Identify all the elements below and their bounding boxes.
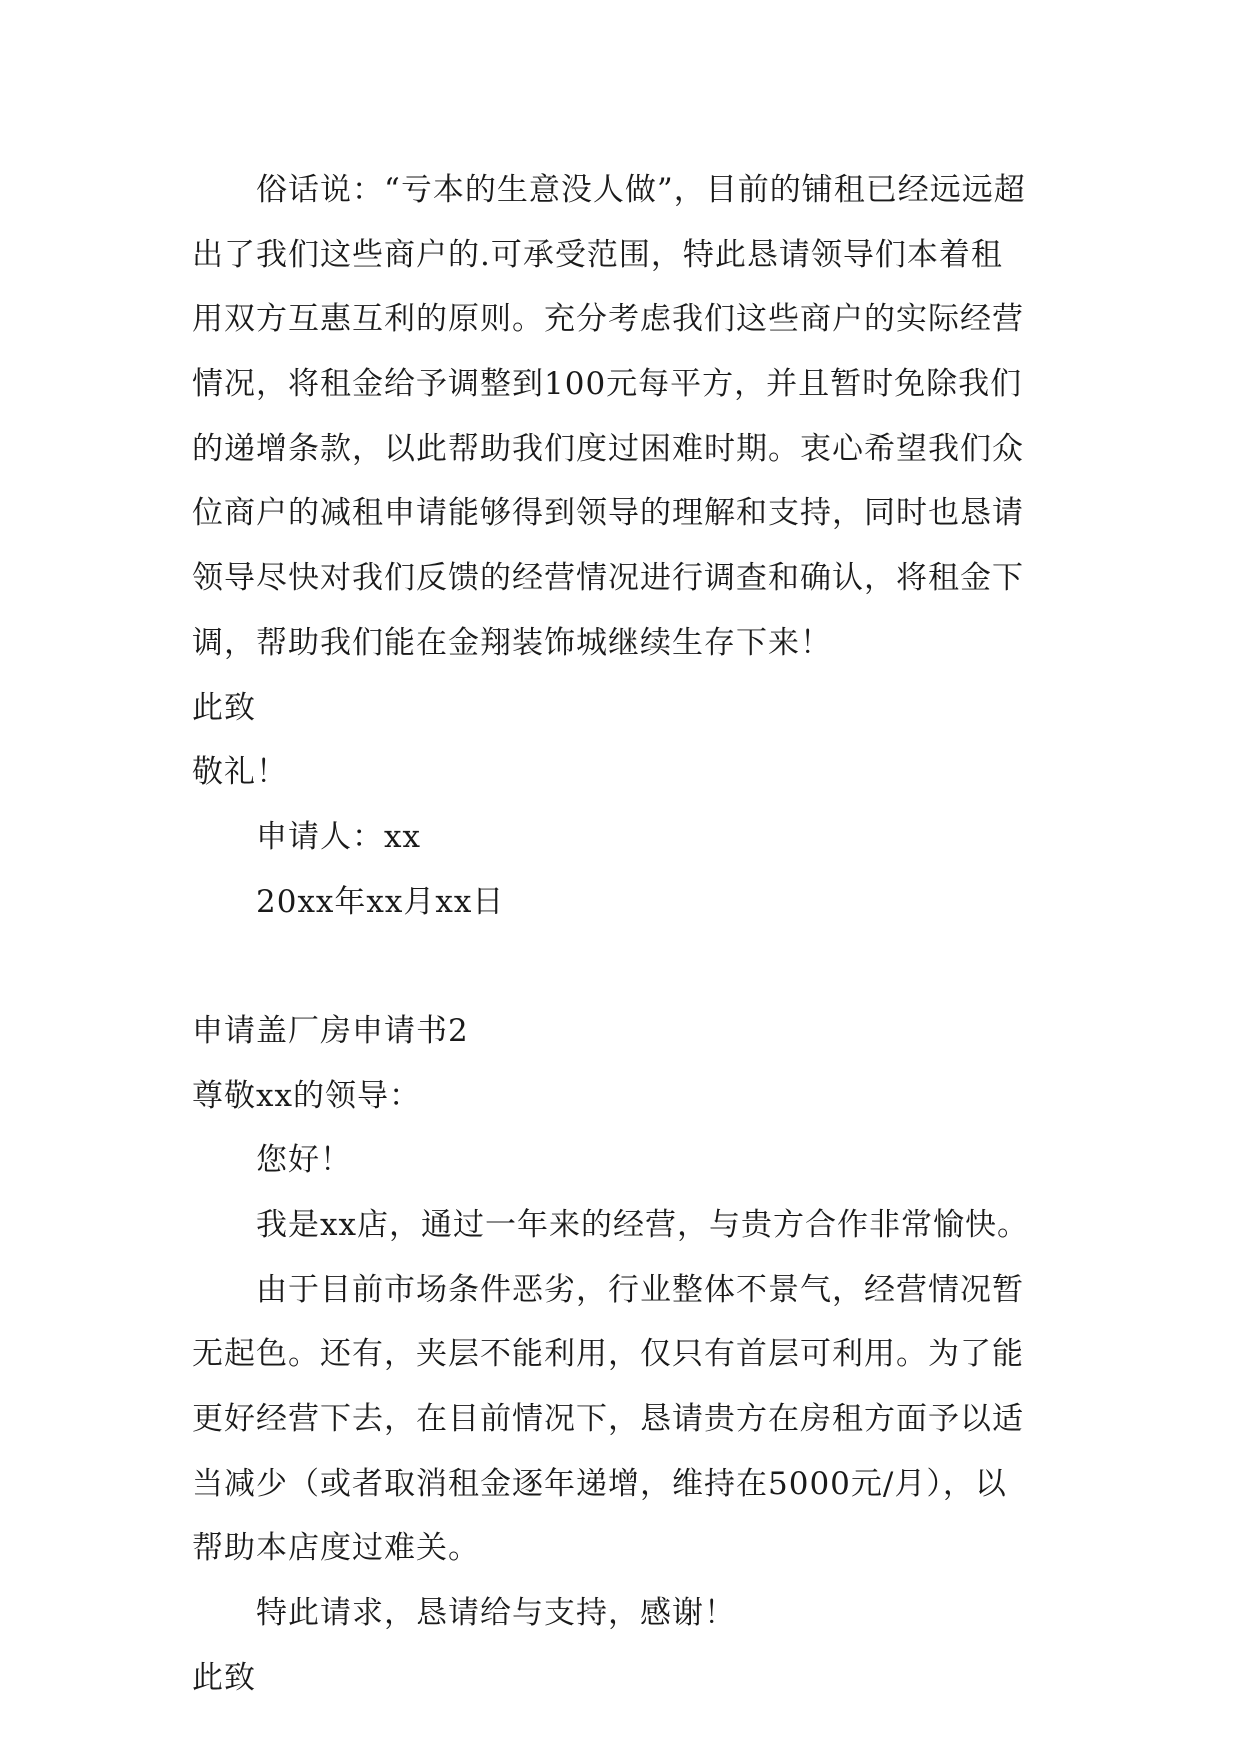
paragraph-line: 的递增条款，以此帮助我们度过困难时期。衷心希望我们众 [192,430,1024,467]
paragraph-line: 情况，将租金给予调整到100元每平方，并且暂时免除我们 [192,366,1023,403]
paragraph-line: 当减少（或者取消租金逐年递增，维持在5000元/月），以 [192,1465,1007,1502]
paragraph-line: 用双方互惠互利的原则。充分考虑我们这些商户的实际经营 [192,301,1024,338]
closing-text: 此致 [192,1659,256,1696]
greeting-line: 您好！ [256,1142,352,1179]
paragraph-line: 调，帮助我们能在金翔装饰城继续生存下来！ [192,624,832,661]
paragraph-line: 位商户的减租申请能够得到领导的理解和支持，同时也恳请 [192,495,1024,532]
section-title: 申请盖厂房申请书2 [192,1012,469,1049]
salute-text: 敬礼！ [192,754,288,791]
paragraph-line: 俗话说：“亏本的生意没人做”，目前的铺租已经远远超 [256,172,1026,208]
paragraph-line: 领导尽快对我们反馈的经营情况进行调查和确认，将租金下 [192,560,1024,597]
applicant-line: 申请人：xx [256,818,421,855]
paragraph-line: 帮助本店度过难关。 [192,1530,480,1567]
closing-text: 此致 [192,689,256,726]
document-body [192,158,1072,1711]
addressee-line: 尊敬xx的领导： [192,1077,421,1114]
intro-line: 我是xx店，通过一年来的经营，与贵方合作非常愉快。 [256,1207,1029,1243]
blank-line [192,934,1072,999]
paragraph-line: 更好经营下去，在目前情况下，恳请贵方在房租方面予以适 [192,1401,1024,1438]
paragraph-line: 无起色。还有，夹层不能利用，仅只有首层可利用。为了能 [192,1336,1024,1373]
paragraph-line: 由于目前市场条件恶劣，行业整体不景气，经营情况暂 [256,1271,1024,1308]
date-line: 20xx年xx月xx日 [256,883,505,920]
paragraph-line: 出了我们这些商户的.可承受范围，特此恳请领导们本着租 [192,236,1003,273]
request-line: 特此请求，恳请给与支持，感谢！ [256,1595,736,1632]
